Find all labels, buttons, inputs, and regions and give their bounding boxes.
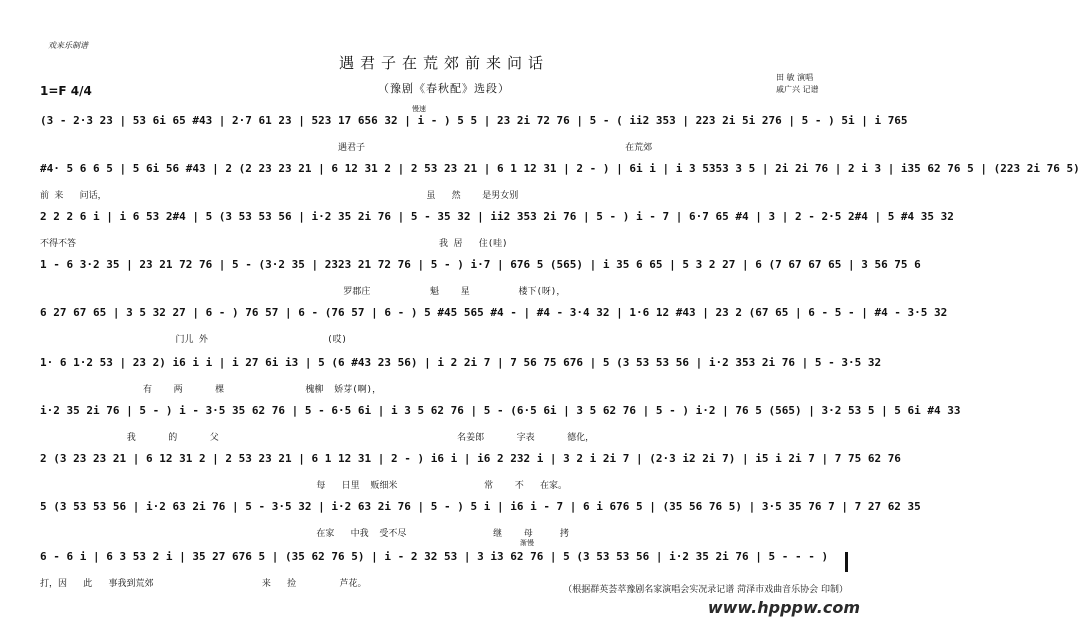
lyrics: 罗郡庄 魁 星 楼下(呀)， [40, 287, 566, 297]
song-subtitle: （豫剧《春秋配》选段） [378, 82, 510, 95]
lyrics: 门儿 外 (哎) [40, 335, 347, 345]
lyrics: 有 两 棵 槐柳 娇芽(啊)， [40, 385, 382, 395]
top-label: 戏来乐制谱 [48, 41, 88, 50]
key-signature: 1=F 4/4 [40, 84, 92, 98]
tempo-mark-slow: 慢速 [412, 105, 426, 113]
lyrics: 遇君子 在荒郊 [40, 143, 653, 153]
lyrics: 每 日里 贩细米 常 不 在家。 [40, 481, 568, 491]
staff-line-8 [40, 452, 901, 504]
tempo-mark-ritard: 渐慢 [520, 539, 534, 547]
staff-line-9 [40, 500, 921, 552]
jianpu-notes: (3 - 2·3 23 | 53 6i 65 #43 | 2·7 61 23 | 523 17 656 32 | i - ) 5 5 | 23 2i 72 76 | 5 - ( ii2 353 | 223 2i 5i 276 | 5 - ) 5i | i 765 [40, 114, 908, 127]
staff-line-2 [40, 162, 1080, 214]
jianpu-notes: 6 - 6 i | 6 3 53 2 i | 35 27 676 5 | (35 62 76 5) | i - 2 32 53 | 3 i3 62 76 | 5 (3 53 53 56 | i·2 35 2i 76 | 5 - - - ) [40, 550, 829, 563]
recorder-credit: 戚广兴 记谱 [776, 85, 819, 94]
jianpu-notes: #4· 5 6 6 5 | 5 6i 56 #43 | 2 (2 23 23 21 | 6 12 31 2 | 2 53 23 21 | 6 1 12 31 | 2 - ) | 6i i | i 3 5353 3 5 | 2i 2i 76 | 2 i 3 | i35 62 76 5 | (223 2i 76 5) [40, 162, 1080, 175]
staff-line-7 [40, 404, 961, 456]
jianpu-notes: 5 (3 53 53 56 | i·2 63 2i 76 | 5 - 3·5 32 | i·2 63 2i 76 | 5 - ) 5 i | i6 i - 7 | 6 i 676 5 | (35 56 76 5) | 3·5 35 76 7 | 7 27 62 35 [40, 500, 921, 513]
jianpu-notes: 1 - 6 3·2 35 | 23 21 72 76 | 5 - (3·2 35 | 2323 21 72 76 | 5 - ) i·7 | 676 5 (565) | i 35 6 65 | 5 3 2 27 | 6 (7 67 67 65 | 3 56 75 6 [40, 258, 921, 271]
jianpu-notes: i·2 35 2i 76 | 5 - ) i - 3·5 35 62 76 | 5 - 6·5 6i | i 3 5 62 76 | 5 - (6·5 6i | 3 5 62 76 | 5 - ) i·2 | 76 5 (565) | 3·2 53 5 | 5 6i #4 33 [40, 404, 961, 417]
lyrics: 在家 中我 受不尽 继 母 拷 [40, 529, 569, 539]
staff-line-6 [40, 356, 882, 408]
jianpu-notes: 1· 6 1·2 53 | 23 2) i6 i i | i 27 6i i3 | 5 (6 #43 23 56) | i 2 2i 7 | 7 56 75 676 | 5 (3 53 53 56 | i·2 353 2i 76 | 5 - 3·5 32 [40, 356, 882, 369]
staff-line-1 [40, 114, 908, 166]
footer-note: （根据群英荟萃豫剧名家演唱会实况录记谱 菏泽市戏曲音乐协会 印制） [563, 585, 848, 595]
jianpu-notes: 2 2 2 6 i | i 6 53 2#4 | 5 (3 53 53 56 | i·2 35 2i 76 | 5 - 35 32 | ii2 353 2i 76 | 5 - ) i - 7 | 6·7 65 #4 | 3 | 2 - 2·5 2#4 | 5 #4 35 32 [40, 210, 954, 223]
lyrics: 不得不答 我 居 住(哇) [40, 239, 508, 249]
lyrics: 前 来 问话， 虽 然 是男女别 [40, 191, 519, 201]
singer-credit: 田 敏 演唱 [776, 73, 814, 82]
staff-line-4 [40, 258, 921, 310]
lyrics: 打，因 此 事我到荒郊 来 捡 芦花。 [40, 579, 367, 589]
staff-line-3 [40, 210, 954, 262]
jianpu-notes: 2 (3 23 23 21 | 6 12 31 2 | 2 53 23 21 | 6 1 12 31 | 2 - ) i6 i | i6 2 232 i | 3 2 i 2i 7 | (2·3 i2 2i 7) | i5 i 2i 7 | 7 75 62 76 [40, 452, 901, 465]
jianpu-notes: 6 27 67 65 | 3 5 32 27 | 6 - ) 76 57 | 6 - (76 57 | 6 - ) 5 #45 565 #4 - | #4 - 3·4 32 | 1·6 12 #43 | 23 2 (67 65 | 6 - 5 - | #4 - 3·5 32 [40, 306, 948, 319]
staff-line-5 [40, 306, 948, 358]
song-title: 遇君子在荒郊前来问话 [338, 54, 549, 72]
watermark: www.hpppw.com [707, 598, 860, 617]
final-barline [845, 552, 848, 572]
lyrics: 我 的 父 名姜郎 字表 德化， [40, 433, 595, 443]
